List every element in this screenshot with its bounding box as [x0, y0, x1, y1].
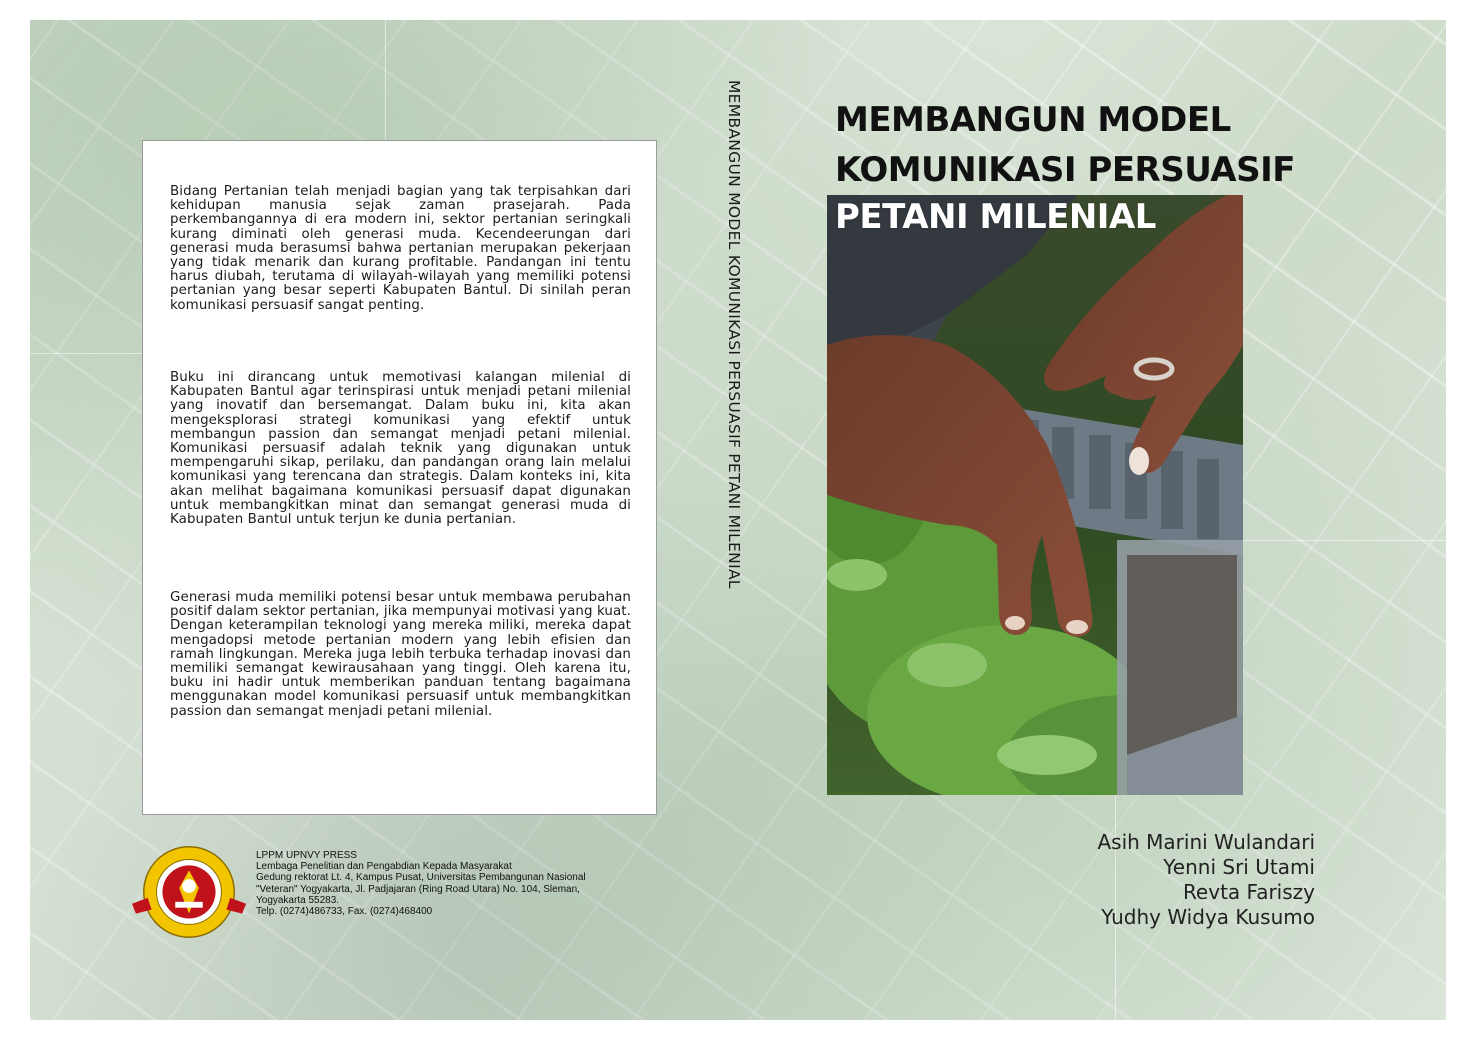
publisher-info — [256, 850, 676, 917]
publisher-name: LPPM UPNVY PRESS — [256, 850, 357, 861]
blurb-paragraph-1: Bidang Pertanian telah menjadi bagian yang tak terpisahkan dari kehidupan manusia sejak zaman prasejarah. Pada perkembangannya di era modern ini, sektor pertanian seringkali kurang diminati oleh generasi muda. Kecendeerungan dari generasi muda berasumsi bahwa pertanian merupakan pekerjaan yang tidak menarik dan kurang profitable. Pandangan ini tentu harus diubah, terutama di wilayah-wilayah yang memiliki potensi pertanian yang besar seperti Kabupaten Bantul. Di sinilah peran komunikasi persuasif sangat penting. — [170, 184, 631, 313]
book-cover-spread — [30, 20, 1446, 1020]
blurb-paragraph-2: Buku ini dirancang untuk memotivasi kalangan milenial di Kabupaten Bantul agar terinspirasi untuk menjadi petani milenial yang inovatif dan bersemangat. Dalam buku ini, kita akan mengeksplorasi strategi komunikasi yang efektif untuk membangun passion dan semangat menjadi petani milenial. Komunikasi persuasif adalah teknik yang digunakan untuk mempengaruhi sikap, perilaku, dan pandangan orang lain melalui komunikasi yang terencana dan strategis. Dalam konteks ini, kita akan melihat bagaimana komunikasi persuasif dapat digunakan untuk membangkitkan minat dan semangat generasi muda di Kabupaten Bantul untuk terjun ke dunia pertanian. — [170, 370, 631, 528]
cover-title-line-2: KOMUNIKASI PERSUASIF — [835, 150, 1295, 190]
publisher-line: Lembaga Penelitian dan Pengabdian Kepada Masyarakat — [256, 861, 512, 873]
author-name: Yenni Sri Utami — [1163, 855, 1315, 879]
back-cover-blurb-panel — [142, 140, 657, 815]
cover-photo-hands-seedlings — [827, 195, 1243, 795]
author-name: Asih Marini Wulandari — [1097, 830, 1315, 854]
publisher-line: Yogyakarta 55283. — [256, 894, 340, 906]
publisher-line: Gedung rektorat Lt. 4, Kampus Pusat, Universitas Pembangunan Nasional — [256, 872, 586, 884]
university-logo-icon — [130, 840, 248, 940]
publisher-line: Telp. (0274)486733, Fax. (0274)468400 — [256, 906, 433, 918]
blurb-paragraph-3: Generasi muda memiliki potensi besar untuk membawa perubahan positif dalam sektor pertanian, jika mempunyai motivasi yang kuat. Dengan keterampilan teknologi yang mereka miliki, mereka dapat mengadopsi metode pertanian modern yang lebih efisien dan ramah lingkungan. Mereka juga lebih terbuka terhadap inovasi dan memiliki semangat kewirausahaan yang tinggi. Oleh karena itu, buku ini hadir untuk memberikan panduan tentang bagaimana menggunakan model komunikasi persuasif untuk membangkitkan passion dan semangat menjadi petani milenial. — [170, 590, 631, 719]
author-name: Yudhy Widya Kusumo — [1101, 905, 1315, 929]
cover-title-line-3: PETANI MILENIAL — [835, 197, 1156, 237]
cover-title-line-1: MEMBANGUN MODEL — [835, 100, 1231, 140]
author-name: Revta Fariszy — [1182, 880, 1315, 904]
publisher-line: "Veteran" Yogyakarta, Jl. Padjajaran (Ring Road Utara) No. 104, Sleman, — [256, 883, 580, 895]
spine-title: MEMBANGUN MODEL KOMUNIKASI PERSUASIF PETANI MILENIAL — [725, 80, 743, 589]
